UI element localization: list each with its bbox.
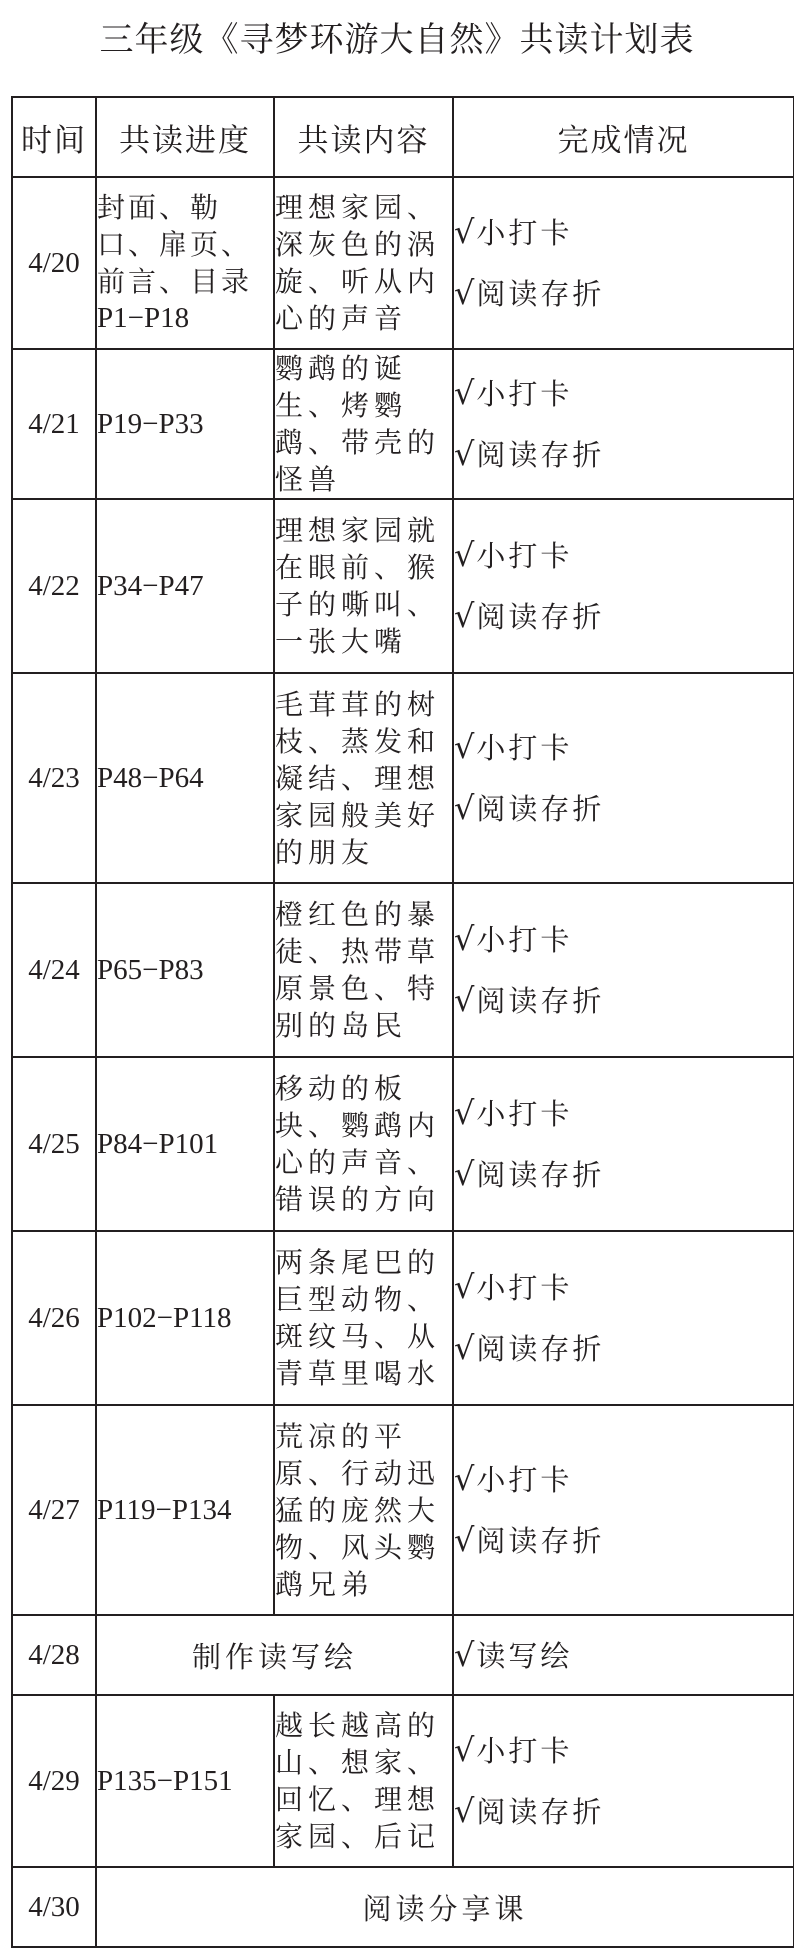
status-draw: 读写绘: [476, 1638, 573, 1673]
activity-cell: 阅读分享课: [96, 1867, 794, 1947]
status-checkin: 小打卡: [476, 731, 573, 765]
table-row: [12, 1231, 794, 1405]
header-time: 时间: [12, 97, 96, 177]
status-bookmark: 阅读存折: [476, 1158, 605, 1192]
status-bookmark: 阅读存折: [476, 1332, 605, 1366]
date-cell: 4/29: [12, 1695, 96, 1867]
status-bookmark: 阅读存折: [476, 792, 605, 826]
date-cell: 4/27: [12, 1405, 96, 1615]
progress-cell: P19−P33: [96, 349, 274, 499]
status-cell: [453, 1615, 794, 1695]
status-checkin: 小打卡: [476, 1271, 573, 1305]
progress-cell: P135−P151: [96, 1695, 274, 1867]
check-mark-icon: √: [454, 374, 475, 412]
check-mark-icon: √: [454, 1792, 475, 1830]
check-mark-icon: √: [454, 1731, 475, 1769]
content-cell: 两条尾巴的巨型动物、斑纹马、从青草里喝水: [274, 1231, 453, 1405]
progress-cell: P102−P118: [96, 1231, 274, 1405]
status-checkin: 小打卡: [476, 216, 573, 250]
progress-cell: P65−P83: [96, 883, 274, 1057]
table-row: [12, 1405, 794, 1615]
content-cell: 橙红色的暴徒、热带草原景色、特别的岛民: [274, 883, 453, 1057]
date-cell: 4/26: [12, 1231, 96, 1405]
status-bookmark: 阅读存折: [476, 984, 605, 1018]
check-mark-icon: √: [454, 1155, 475, 1193]
check-mark-icon: √: [454, 789, 475, 827]
page-title: 三年级《寻梦环游大自然》共读计划表: [99, 20, 695, 60]
table-row: [12, 1867, 794, 1947]
check-mark-icon: √: [454, 1635, 475, 1674]
status-cell: [453, 673, 794, 883]
content-cell: 荒凉的平原、行动迅猛的庞然大物、风头鹦鹉兄弟: [274, 1405, 453, 1615]
status-cell: [453, 1231, 794, 1405]
status-checkin: 小打卡: [476, 1463, 573, 1497]
status-bookmark: 阅读存折: [476, 438, 605, 472]
check-mark-icon: √: [454, 1521, 475, 1559]
status-cell: [453, 1405, 794, 1615]
date-cell: 4/22: [12, 499, 96, 673]
status-bookmark: 阅读存折: [476, 1524, 605, 1558]
progress-cell: P84−P101: [96, 1057, 274, 1231]
table-row: [12, 177, 794, 349]
status-checkin: 小打卡: [476, 377, 573, 411]
check-mark-icon: √: [454, 981, 475, 1019]
status-bookmark: 阅读存折: [476, 277, 605, 311]
table-row: [12, 349, 794, 499]
progress-pages: P1−P18: [97, 302, 190, 334]
date-cell: 4/24: [12, 883, 96, 1057]
progress-cell: [96, 177, 274, 349]
status-cell: [453, 883, 794, 1057]
date-cell: 4/21: [12, 349, 96, 499]
progress-text: 封面、勒口、扉页、前言、目录: [97, 191, 253, 298]
status-cell: [453, 1057, 794, 1231]
check-mark-icon: √: [454, 435, 475, 473]
content-cell: 毛茸茸的树枝、蒸发和凝结、理想家园般美好的朋友: [274, 673, 453, 883]
status-bookmark: 阅读存折: [476, 1795, 605, 1829]
status-cell: [453, 499, 794, 673]
status-checkin: 小打卡: [476, 1097, 573, 1131]
status-cell: [453, 1695, 794, 1867]
progress-cell: P119−P134: [96, 1405, 274, 1615]
check-mark-icon: √: [454, 213, 475, 251]
date-cell: 4/30: [12, 1867, 96, 1947]
status-checkin: 小打卡: [476, 923, 573, 957]
check-mark-icon: √: [454, 536, 475, 574]
date-cell: 4/28: [12, 1615, 96, 1695]
header-status: 完成情况: [453, 97, 794, 177]
check-mark-icon: √: [454, 1329, 475, 1367]
content-cell: 理想家园、深灰色的涡旋、听从内心的声音: [274, 177, 453, 349]
date-cell: 4/20: [12, 177, 96, 349]
check-mark-icon: √: [454, 274, 475, 312]
check-mark-icon: √: [454, 1094, 475, 1132]
table-row: [12, 673, 794, 883]
activity-cell: 制作读写绘: [96, 1615, 453, 1695]
header-row: [12, 97, 794, 177]
table-row: [12, 1695, 794, 1867]
date-cell: 4/25: [12, 1057, 96, 1231]
status-bookmark: 阅读存折: [476, 600, 605, 634]
content-cell: 越长越高的山、想家、回忆、理想家园、后记: [274, 1695, 453, 1867]
check-mark-icon: √: [454, 1460, 475, 1498]
table-row: [12, 1615, 794, 1695]
check-mark-icon: √: [454, 597, 475, 635]
status-cell: [453, 349, 794, 499]
status-cell: [453, 177, 794, 349]
content-cell: 移动的板块、鹦鹉内心的声音、错误的方向: [274, 1057, 453, 1231]
content-cell: 鹦鹉的诞生、烤鹦鹉、带壳的怪兽: [274, 349, 453, 499]
table-row: [12, 1057, 794, 1231]
date-cell: 4/23: [12, 673, 96, 883]
content-cell: 理想家园就在眼前、猴子的嘶叫、一张大嘴: [274, 499, 453, 673]
check-mark-icon: √: [454, 1268, 475, 1306]
header-content: 共读内容: [274, 97, 453, 177]
progress-cell: P48−P64: [96, 673, 274, 883]
status-checkin: 小打卡: [476, 539, 573, 573]
check-mark-icon: √: [454, 920, 475, 958]
status-checkin: 小打卡: [476, 1734, 573, 1768]
check-mark-icon: √: [454, 728, 475, 766]
header-progress: 共读进度: [96, 97, 274, 177]
table-row: [12, 499, 794, 673]
reading-plan-table: [11, 96, 794, 1948]
table-row: [12, 883, 794, 1057]
progress-cell: P34−P47: [96, 499, 274, 673]
